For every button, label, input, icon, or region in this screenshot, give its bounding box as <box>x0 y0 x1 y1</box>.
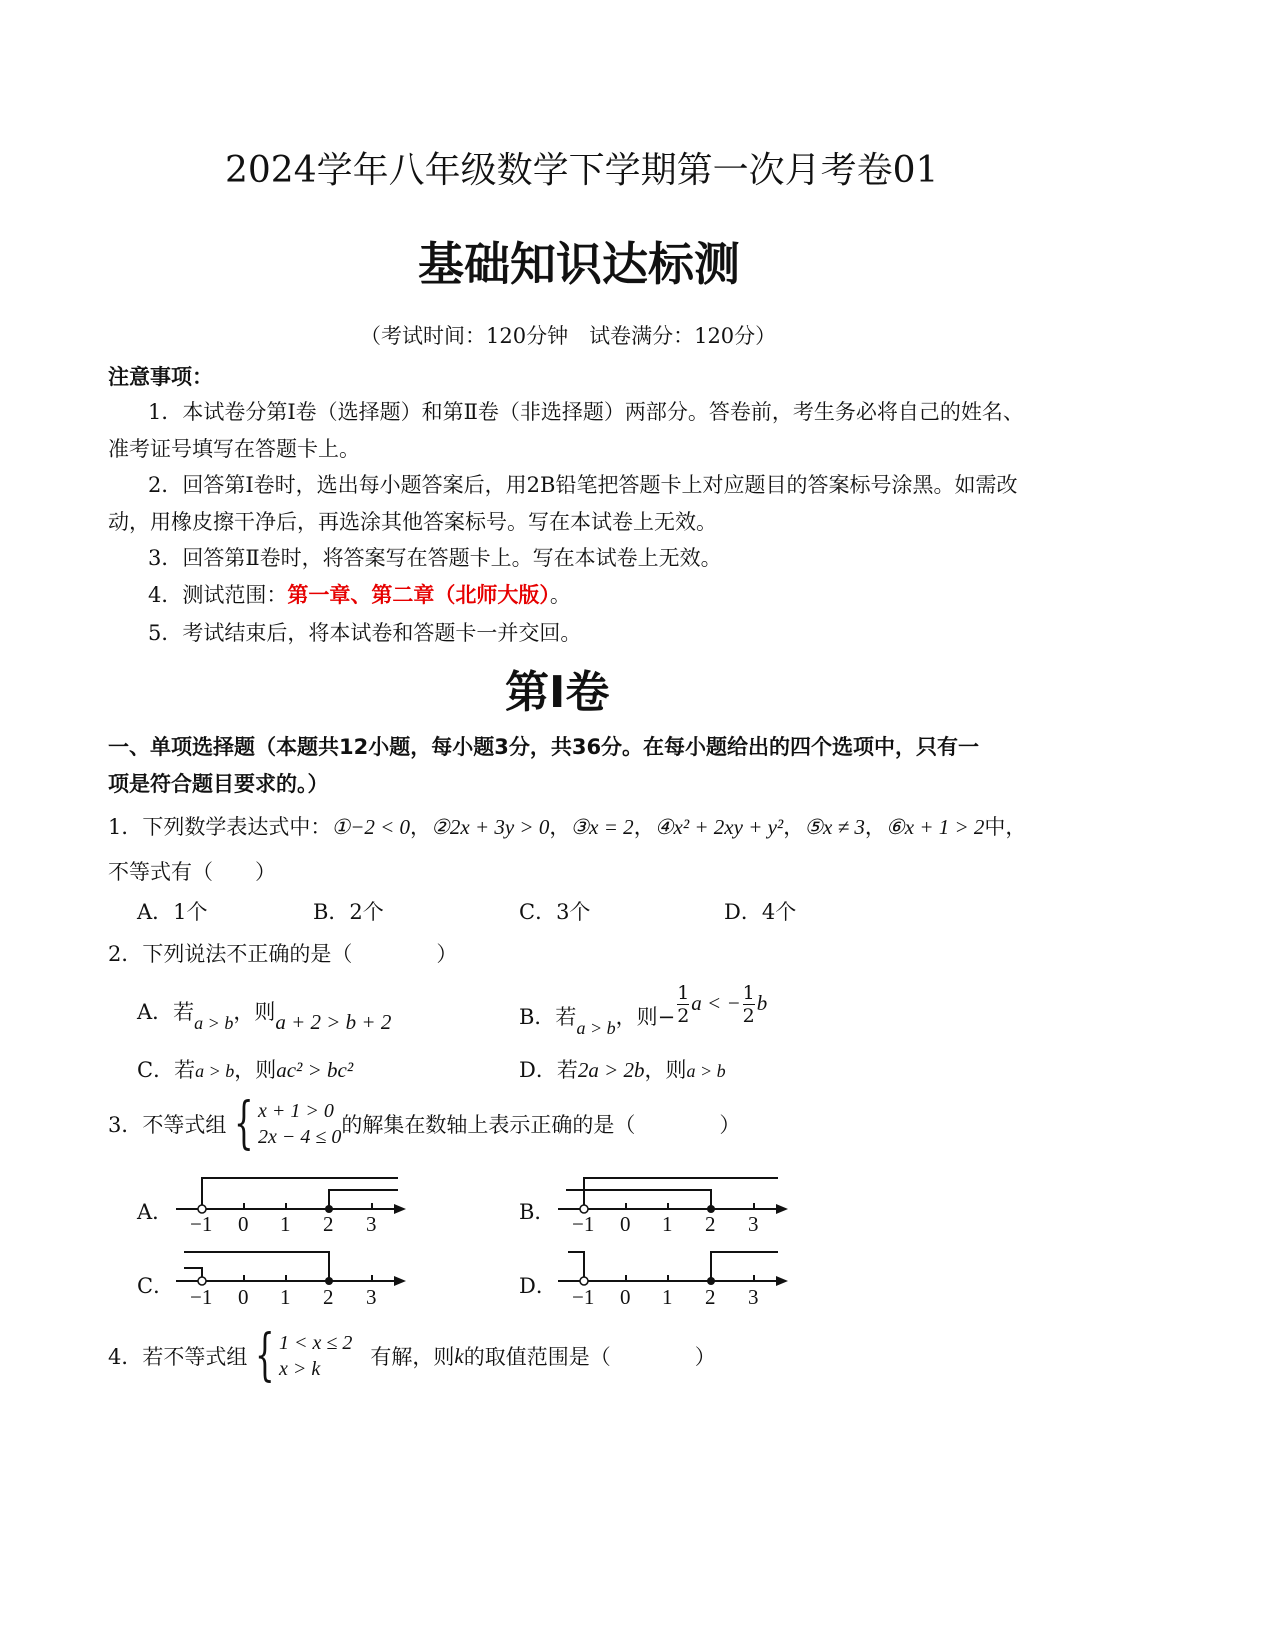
q2-c-mid: ，则 <box>234 1058 277 1082</box>
tick-label: 0 <box>620 1285 631 1309</box>
system-lines <box>279 1330 352 1382</box>
q4-suffix-a: 有解，则 <box>370 1345 455 1369</box>
tick-label: 1 <box>280 1285 291 1309</box>
q2-c-result: ac² > bc² <box>276 1058 354 1082</box>
open-dot <box>580 1277 588 1285</box>
q1-sep: ， <box>864 815 886 839</box>
q4-system-line-2: x > k <box>279 1358 321 1380</box>
tick-label: −1 <box>190 1212 213 1236</box>
q3-option-b-label[interactable]: B． <box>519 1200 556 1224</box>
q2-option-b[interactable] <box>519 982 768 1038</box>
q1-expr-2: ②2x + 3y > 0 <box>431 815 550 839</box>
section-1-heading-line-1: 一、单项选择题（本题共12小题，每小题3分，共36分。在每小题给出的四个选项中，只有一 <box>108 735 980 759</box>
note-1-line-2: 准考证号填写在答题卡上。 <box>108 437 360 461</box>
q2-a-condition: a > b <box>194 1013 234 1033</box>
range-bracket-1 <box>184 1252 329 1281</box>
q1-option-c[interactable]: C．3个 <box>519 900 591 924</box>
q1-sep: ， <box>633 815 655 839</box>
q2-d-result: a > b <box>686 1061 726 1081</box>
question-1-stem <box>108 811 1026 841</box>
range-bracket-1 <box>568 1252 584 1281</box>
tick-label: 2 <box>705 1212 716 1236</box>
q2-b-mid: ，则− <box>615 1005 676 1029</box>
q3-system-line-2: 2x − 4 ≤ 0 <box>258 1126 342 1148</box>
fraction-numerator: 1 <box>677 982 690 1004</box>
left-brace: { <box>234 1091 254 1156</box>
open-dot <box>198 1277 206 1285</box>
q1-option-d[interactable]: D．4个 <box>724 900 797 924</box>
q2-b-fraction-1 <box>677 982 689 1027</box>
q3-suffix: 的解集在数轴上表示正确的是（ ） <box>341 1113 741 1137</box>
q1-sep: ， <box>410 815 432 839</box>
tick-label: −1 <box>190 1285 213 1309</box>
tick-label: 3 <box>366 1285 377 1309</box>
q3-number-line-d[interactable] <box>550 1244 810 1314</box>
document-title: 2024学年八年级数学下学期第一次月考卷01 <box>225 150 939 191</box>
tick-label: 2 <box>323 1212 334 1236</box>
exam-info: （考试时间：120分钟 试卷满分：120分） <box>360 324 777 348</box>
q3-prefix: 3．不等式组 <box>108 1113 227 1137</box>
note-5: 5．考试结束后，将本试卷和答题卡一并交回。 <box>148 621 582 645</box>
tick-label: 3 <box>748 1212 759 1236</box>
q1-expr-1: ①−2 < 0 <box>331 815 411 839</box>
q2-option-d[interactable] <box>519 1054 726 1084</box>
q2-a-label: A．若 <box>137 1000 195 1024</box>
fraction-denominator: 2 <box>677 1005 690 1027</box>
question-1-line-2: 不等式有（ ） <box>108 860 276 884</box>
tick-label: 2 <box>323 1285 334 1309</box>
axis-arrow <box>394 1276 406 1286</box>
range-bracket-2 <box>711 1252 778 1281</box>
fraction-denominator: 2 <box>742 1005 755 1027</box>
q2-option-a[interactable] <box>137 996 392 1034</box>
note-4 <box>148 579 571 609</box>
system-lines <box>258 1098 341 1150</box>
q3-number-line-a[interactable] <box>168 1170 428 1240</box>
note-4-prefix: 4．测试范围： <box>148 583 288 607</box>
fraction-numerator: 1 <box>742 982 755 1004</box>
q2-b-condition: a > b <box>576 1018 616 1038</box>
question-2-stem: 2．下列说法不正确的是（ ） <box>108 942 458 966</box>
q1-prefix: 1．下列数学表达式中： <box>108 815 332 839</box>
note-3: 3．回答第Ⅱ卷时，将答案写在答题卡上。写在本试卷上无效。 <box>148 546 722 570</box>
q3-option-c-label[interactable]: C． <box>137 1274 175 1298</box>
q4-suffix-b: 的取值范围是（ ） <box>463 1345 716 1369</box>
q2-d-condition: 2a > 2b <box>577 1058 645 1082</box>
q3-option-d-label[interactable]: D． <box>519 1274 557 1298</box>
q3-inequality-system <box>226 1091 342 1156</box>
q3-system-line-1: x + 1 > 0 <box>258 1100 334 1122</box>
notes-heading: 注意事项： <box>108 365 213 389</box>
closed-dot <box>325 1277 333 1285</box>
q3-number-line-b[interactable] <box>550 1170 810 1240</box>
note-4-suffix: 。 <box>549 583 571 607</box>
q2-d-mid: ，则 <box>644 1058 687 1082</box>
note-1-line-1: 1．本试卷分第Ⅰ卷（选择题）和第Ⅱ卷（非选择题）两部分。答卷前，考生务必将自己的姓名、 <box>148 400 1024 424</box>
q1-sep: ， <box>783 815 805 839</box>
q1-option-b[interactable]: B．2个 <box>313 900 384 924</box>
axis-arrow <box>776 1204 788 1214</box>
note-2-line-1: 2．回答第Ⅰ卷时，选出每小题答案后，用2B铅笔把答题卡上对应题目的答案标号涂黑。如需改 <box>148 473 1018 497</box>
q2-b-a-term: a < − <box>691 991 741 1015</box>
q2-option-c[interactable] <box>137 1054 353 1084</box>
q2-b-fraction-2 <box>743 982 755 1027</box>
q3-option-a-label[interactable]: A． <box>137 1200 174 1224</box>
tick-label: 0 <box>238 1285 249 1309</box>
tick-label: 0 <box>620 1212 631 1236</box>
q1-expr-5: ⑤x ≠ 3 <box>804 815 865 839</box>
q3-number-line-c[interactable] <box>168 1244 428 1314</box>
q1-sep: ， <box>549 815 571 839</box>
q2-c-label: C．若 <box>137 1058 196 1082</box>
tick-label: 1 <box>662 1285 673 1309</box>
tick-label: 1 <box>662 1212 673 1236</box>
q2-d-label: D．若 <box>519 1058 578 1082</box>
q2-a-mid: ，则 <box>233 1000 276 1024</box>
document-subtitle: 基础知识达标测 <box>418 237 740 291</box>
tick-label: 3 <box>748 1285 759 1309</box>
tick-label: −1 <box>572 1285 595 1309</box>
section-1-heading-line-2: 项是符合题目要求的。） <box>108 772 329 796</box>
q2-b-b-term: b <box>756 991 768 1015</box>
tick-label: 2 <box>705 1285 716 1309</box>
q2-a-result: a + 2 > b + 2 <box>275 1010 392 1034</box>
axis-arrow <box>394 1204 406 1214</box>
q2-c-condition: a > b <box>195 1061 235 1081</box>
q1-suffix: 中， <box>984 815 1027 839</box>
tick-label: −1 <box>572 1212 595 1236</box>
q4-k: k <box>454 1343 464 1368</box>
q1-option-a[interactable]: A．1个 <box>137 900 208 924</box>
range-bracket-1 <box>584 1178 778 1209</box>
range-bracket-1 <box>202 1178 398 1209</box>
q1-expr-4: ④x² + 2xy + y² <box>654 815 784 839</box>
q4-system-line-1: 1 < x ≤ 2 <box>279 1332 353 1354</box>
q4-inequality-system <box>247 1323 353 1388</box>
q4-prefix: 4．若不等式组 <box>108 1345 248 1369</box>
tick-label: 1 <box>280 1212 291 1236</box>
q2-b-label: B．若 <box>519 1005 577 1029</box>
note-2-line-2: 动，用橡皮擦干净后，再选涂其他答案标号。写在本试卷上无效。 <box>108 510 717 534</box>
volume-title: 第Ⅰ卷 <box>505 667 610 718</box>
q1-expr-6: ⑥x + 1 > 2 <box>885 815 985 839</box>
question-4-stem <box>108 1323 716 1388</box>
closed-dot <box>707 1277 715 1285</box>
tick-label: 3 <box>366 1212 377 1236</box>
note-4-scope: 第一章、第二章（北师大版） <box>287 583 550 607</box>
q1-expr-3: ③x = 2 <box>570 815 634 839</box>
left-brace: { <box>255 1323 275 1388</box>
question-3-stem <box>108 1091 741 1156</box>
tick-label: 0 <box>238 1212 249 1236</box>
axis-arrow <box>776 1276 788 1286</box>
range-bracket-2 <box>329 1190 398 1209</box>
